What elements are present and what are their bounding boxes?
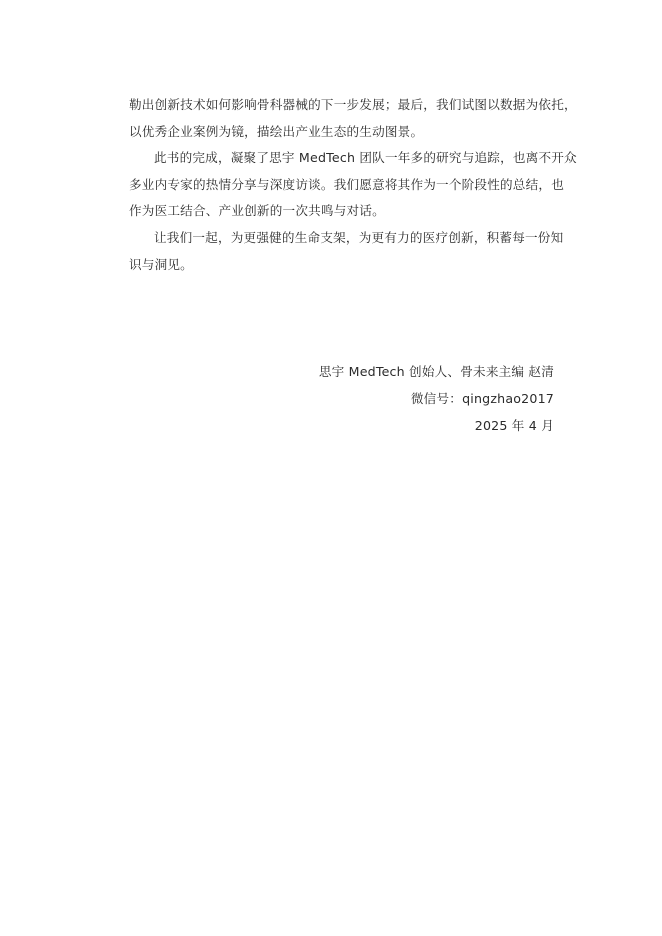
paragraph-line: 此书的完成，凝聚了思宇 MedTech 团队一年多的研究与追踪，也离不开众 [154,150,577,166]
body-text [129,92,577,278]
signature-block [319,358,554,439]
paragraph-line: 多业内专家的热情分享与深度访谈。我们愿意将其作为一个阶段性的总结，也 [129,176,564,192]
signature-date: 2025 年 4 月 [474,418,554,433]
paragraph-3 [129,225,564,278]
paragraph-line: 让我们一起，为更强健的生命支架，为更有力的医疗创新，积蓄每一份知 [154,229,564,245]
paragraph-1 [129,92,577,145]
paragraph-2 [129,145,577,225]
paragraph-line: 以优秀企业案例为镜，描绘出产业生态的生动图景。 [129,123,424,139]
paragraph-line: 识与洞见。 [129,256,193,272]
paragraph-line: 勒出创新技术如何影响骨科器械的下一步发展；最后，我们试图以数据为依托， [129,97,577,112]
signature-author: 思宇 MedTech 创始人、骨未来主编 赵清 [318,364,554,379]
paragraph-line: 作为医工结合、产业创新的一次共鸣与对话。 [129,203,385,219]
signature-wechat: 微信号：qingzhao2017 [410,391,554,406]
